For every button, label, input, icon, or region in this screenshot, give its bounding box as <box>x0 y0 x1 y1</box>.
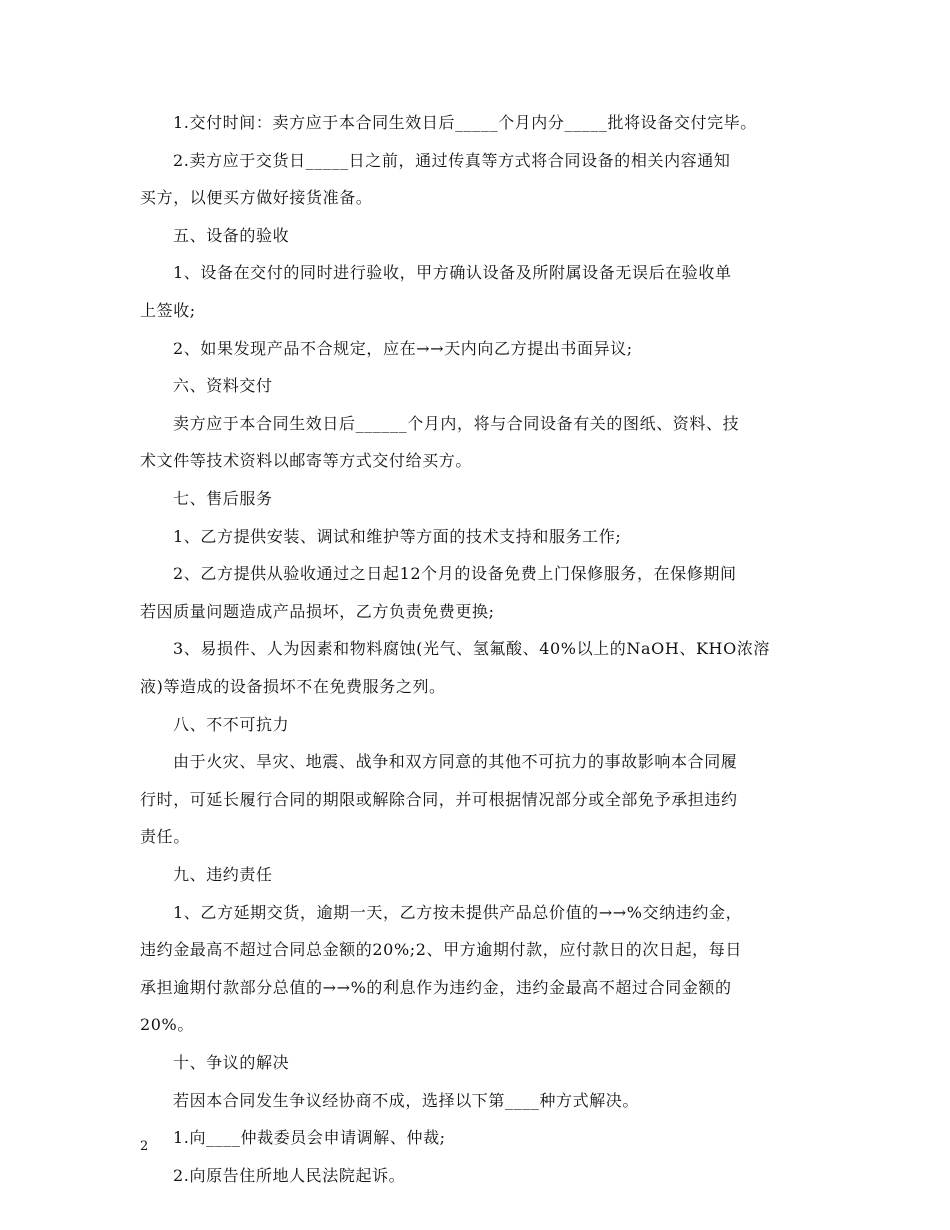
body-line-10: 术文件等技术资料以邮寄等方式交付给买方。 <box>140 451 473 470</box>
body-line-27: 若因本合同发生争议经协商不成，选择以下第____种方式解决。 <box>173 1091 640 1110</box>
page-number: 2 <box>140 1139 149 1154</box>
body-line-24: 承担逾期付款部分总值的→→%的利息作为违约金，违约金最高不超过合同金额的 <box>140 978 732 997</box>
body-line-29: 2.向原告住所地人民法院起诉。 <box>173 1166 406 1185</box>
section-heading-force-majeure: 八、不不可抗力 <box>173 715 290 734</box>
body-line-22: 1、乙方延期交货，逾期一天，乙方按未提供产品总价值的→→%交纳违约金， <box>173 903 743 922</box>
section-heading-breach: 九、违约责任 <box>173 865 273 884</box>
body-line-20: 责任。 <box>140 827 190 846</box>
body-line-15: 3、易损件、人为因素和物料腐蚀(光气、氢氟酸、40%以上的NaOH、KHO浓溶 <box>173 639 771 658</box>
body-line-28: 1.向____仲裁委员会申请调解、仲裁; <box>173 1128 446 1147</box>
body-line-2: 2.卖方应于交货日_____日之前，通过传真等方式将合同设备的相关内容通知 <box>173 151 731 170</box>
section-heading-documents: 六、资料交付 <box>173 376 273 395</box>
body-line-7: 2、如果发现产品不合规定，应在→→天内向乙方提出书面异议; <box>173 339 633 358</box>
section-heading-disputes: 十、争议的解决 <box>173 1053 290 1072</box>
section-heading-acceptance: 五、设备的验收 <box>173 226 290 245</box>
body-line-3: 买方，以便买方做好接货准备。 <box>140 188 373 207</box>
body-line-19: 行时，可延长履行合同的期限或解除合同，并可根据情况部分或全部免予承担违约 <box>140 790 738 809</box>
body-line-1: 1.交付时间：卖方应于本合同生效日后_____个月内分_____批将设备交付完毕。 <box>173 113 757 132</box>
section-heading-after-sales: 七、售后服务 <box>173 489 273 508</box>
body-line-12: 1、乙方提供安装、调试和维护等方面的技术支持和服务工作; <box>173 527 622 546</box>
body-line-23: 违约金最高不超过合同总金额的20%;2、甲方逾期付款，应付款日的次日起，每日 <box>140 940 742 959</box>
body-line-25: 20%。 <box>140 1015 194 1034</box>
body-line-16: 液)等造成的设备损坏不在免费服务之列。 <box>140 677 446 696</box>
body-line-18: 由于火灾、旱灾、地震、战争和双方同意的其他不可抗力的事故影响本合同履 <box>173 752 738 771</box>
body-line-9: 卖方应于本合同生效日后______个月内，将与合同设备有关的图纸、资料、技 <box>173 414 740 433</box>
body-line-14: 若因质量问题造成产品损坏，乙方负责免费更换; <box>140 602 495 621</box>
body-line-13: 2、乙方提供从验收通过之日起12个月的设备免费上门保修服务，在保修期间 <box>173 564 737 583</box>
body-line-6: 上签收; <box>140 301 196 320</box>
body-line-5: 1、设备在交付的同时进行验收，甲方确认设备及所附属设备无误后在验收单 <box>173 263 732 282</box>
